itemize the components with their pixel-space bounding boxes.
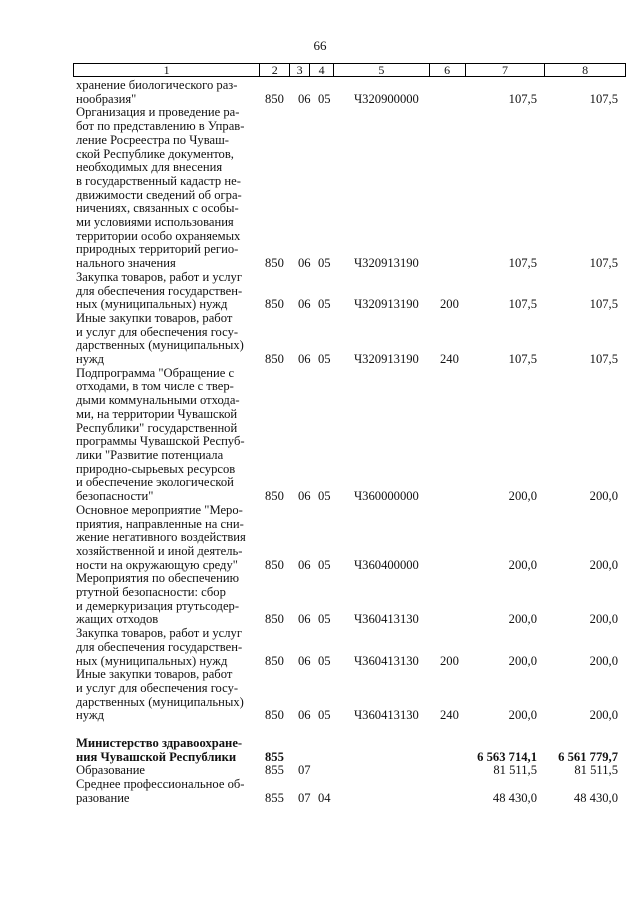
row-description: Министерство здравоохране- ния Чувашской Республики (76, 736, 243, 764)
row-description: Организация и проведение ра- бот по представлению в Управ- ление Росреестра по Чуваш- ской Республике документов, необходимых для внесения в государственный кадастр не- движимости сведений об огра- ничениях, связанных с особы- ми условиями использования территории особо охраняемых природных территорий регио- нального значения (76, 105, 245, 271)
cell-c4: 05 (318, 91, 331, 106)
row-description: Среднее профессиональное об- разование (76, 777, 245, 805)
cell-c5: Ч360400000 (354, 557, 419, 572)
cell-c3: 06 (298, 612, 311, 627)
table-row (0, 504, 640, 573)
page-number: 66 (313, 38, 327, 53)
row-description: Образование (76, 763, 146, 778)
table-row (0, 312, 640, 367)
cell-c4: 05 (318, 653, 331, 668)
cell-c2: 850 (265, 708, 284, 723)
cell-c7: 107,5 (508, 256, 537, 271)
cell-c2: 850 (265, 612, 284, 627)
row-description: Мероприятия по обеспечению ртутной безопасности: сбор и демеркуризация ртутьсодер- жащих отходов (76, 571, 240, 627)
cell-c6: 200 (440, 297, 459, 312)
cell-c2: 850 (265, 297, 284, 312)
table-row (0, 79, 640, 93)
cell-c6: 200 (440, 653, 459, 668)
table-row (0, 572, 640, 627)
cell-c7: 81 511,5 (493, 763, 537, 778)
cell-c7: 6 563 714,1 (477, 749, 537, 764)
cell-c8: 48 430,0 (573, 790, 618, 805)
cell-c2: 850 (265, 352, 284, 367)
cell-c3: 07 (298, 790, 311, 805)
cell-c5: Ч360000000 (354, 489, 419, 504)
cell-c3: 06 (298, 256, 311, 271)
cell-c2: 850 (265, 653, 284, 668)
cell-c3: 07 (298, 763, 311, 778)
cell-c8: 107,5 (589, 91, 618, 106)
table-body (0, 79, 640, 806)
cell-c8: 200,0 (589, 708, 618, 723)
row-description: Закупка товаров, работ и услуг для обеспечения государствен- ных (муниципальных) нужд (76, 269, 243, 312)
cell-c8: 200,0 (589, 612, 618, 627)
cell-c3: 06 (298, 557, 311, 572)
table-row (0, 106, 640, 270)
header-col-7: 7 (466, 64, 546, 76)
cell-c5: Ч360413130 (354, 653, 419, 668)
cell-c8: 107,5 (589, 352, 618, 367)
cell-c2: 850 (265, 557, 284, 572)
row-description: Подпрограмма "Обращение с отходами, в том числе с твер- дыми коммунальными отхода- ми, на территории Чувашской Республики" государственной программы Чувашской Респуб- лики "Развитие потенциала природно-сырьевых ресурсов и обеспечение экологической безопасности" (76, 365, 245, 504)
cell-c7: 200,0 (508, 489, 537, 504)
cell-c5: Ч360413130 (354, 612, 419, 627)
table-row (0, 737, 640, 764)
cell-c5: Ч320913190 (354, 297, 419, 312)
header-col-1: 1 (74, 64, 260, 76)
cell-c2: 850 (265, 91, 284, 106)
cell-c8: 6 561 779,7 (558, 749, 618, 764)
cell-c4: 05 (318, 297, 331, 312)
cell-c8: 200,0 (589, 653, 618, 668)
cell-c4: 04 (318, 790, 331, 805)
table-row (0, 668, 640, 723)
table-row (0, 367, 640, 504)
row-description: Закупка товаров, работ и услуг для обеспечения государствен- ных (муниципальных) нужд (76, 626, 243, 668)
cell-c5: Ч320913190 (354, 256, 419, 271)
cell-c8: 81 511,5 (574, 763, 618, 778)
cell-c3: 06 (298, 91, 311, 106)
table-row (0, 764, 640, 778)
cell-c6: 240 (440, 708, 459, 723)
header-col-4: 4 (310, 64, 334, 76)
header-col-5: 5 (334, 64, 430, 76)
cell-c5: Ч320900000 (354, 91, 419, 106)
table-header (73, 63, 626, 77)
cell-c2: 855 (265, 763, 284, 778)
header-col-8: 8 (582, 63, 589, 77)
cell-c7: 48 430,0 (492, 790, 537, 805)
cell-c2: 855 (265, 790, 284, 805)
cell-c4: 05 (318, 352, 331, 367)
cell-c3: 06 (298, 489, 311, 504)
row-description: хранение биологического раз- (76, 78, 238, 92)
cell-c7: 107,5 (508, 352, 537, 367)
cell-c5: Ч360413130 (354, 708, 419, 723)
cell-c2: 850 (265, 256, 284, 271)
row-description: Основное мероприятие "Меро- приятия, направленные на сни- жение негативного воздействия хозяйственной и иной деятель- ности на окружающую среду" (76, 502, 246, 572)
row-description: нообразия" (76, 91, 137, 106)
table-row (0, 271, 640, 312)
cell-c7: 200,0 (508, 653, 537, 668)
cell-c2: 855 (265, 749, 284, 764)
cell-c4: 05 (318, 489, 331, 504)
cell-c7: 107,5 (508, 297, 537, 312)
cell-c3: 06 (298, 352, 311, 367)
row-description: Иные закупки товаров, работ и услуг для обеспечения госу- дарственных (муниципальных) нужд (76, 667, 244, 723)
table-row (0, 93, 640, 107)
cell-c7: 200,0 (508, 612, 537, 627)
cell-c6: 240 (440, 352, 459, 367)
cell-c8: 107,5 (589, 256, 618, 271)
cell-c7: 200,0 (508, 557, 537, 572)
cell-c4: 05 (318, 256, 331, 271)
cell-c4: 05 (318, 557, 331, 572)
cell-c3: 06 (298, 708, 311, 723)
cell-c4: 05 (318, 612, 331, 627)
row-description: Иные закупки товаров, работ и услуг для обеспечения госу- дарственных (муниципальных) нужд (76, 310, 244, 367)
cell-c4: 05 (318, 708, 331, 723)
cell-c5: Ч320913190 (354, 352, 419, 367)
cell-c2: 850 (265, 489, 284, 504)
cell-c8: 200,0 (589, 557, 618, 572)
cell-c7: 200,0 (508, 708, 537, 723)
cell-c3: 06 (298, 653, 311, 668)
header-col-3: 3 (290, 64, 310, 76)
table-row (0, 778, 640, 805)
header-col-2: 2 (260, 64, 290, 76)
header-col-6: 6 (430, 64, 466, 76)
cell-c8: 107,5 (589, 297, 618, 312)
table-row (0, 627, 640, 668)
cell-c3: 06 (298, 297, 311, 312)
cell-c7: 107,5 (508, 91, 537, 106)
cell-c8: 200,0 (589, 489, 618, 504)
